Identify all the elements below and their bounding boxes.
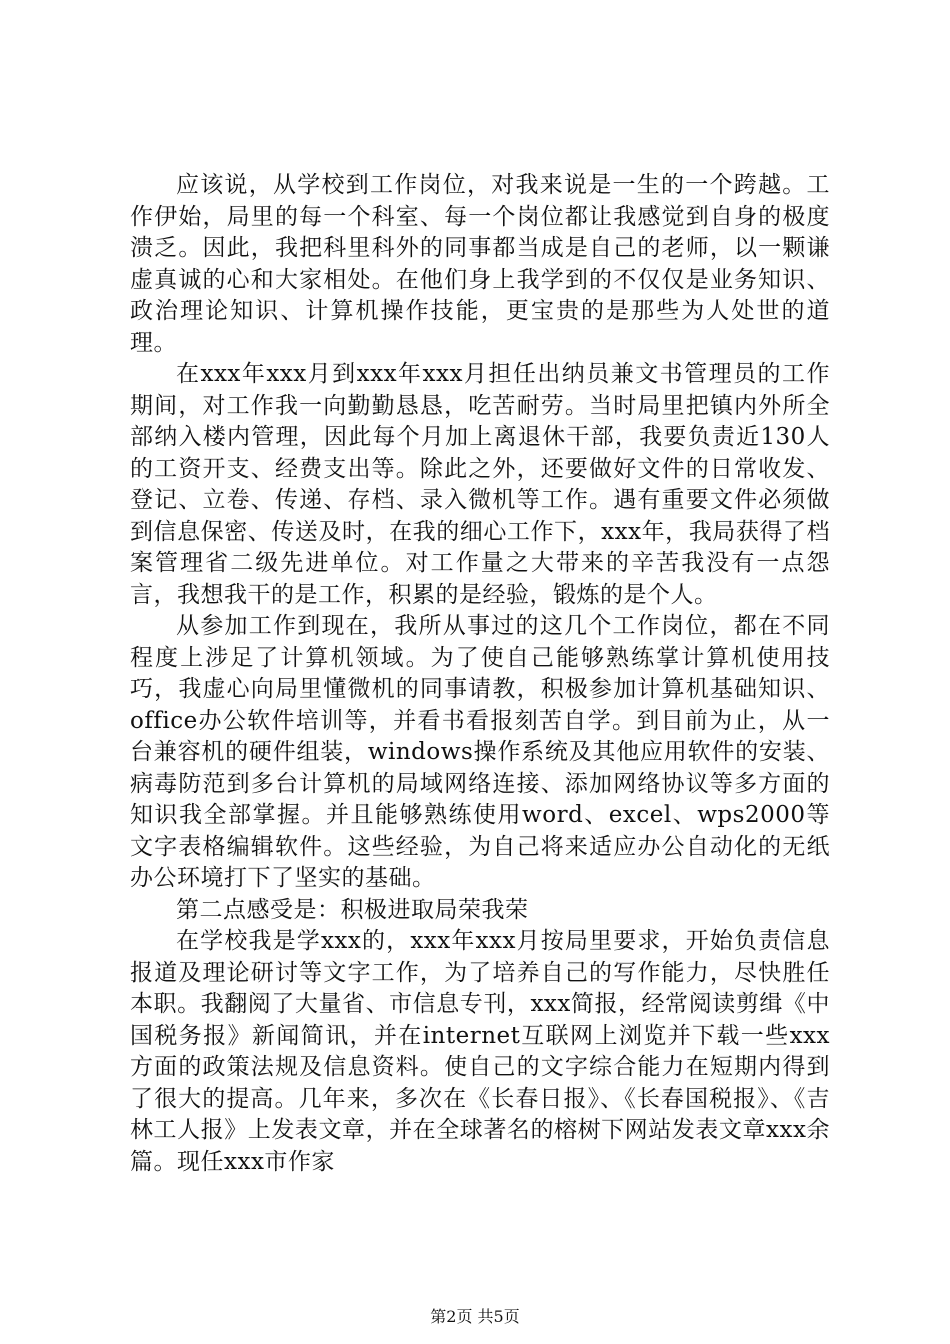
- paragraph-4: 在学校我是学xxx的，xxx年xxx月按局里要求，开始负责信息报道及理论研讨等文字工作，为了培养自己的写作能力，尽快胜任本职。我翻阅了大量省、市信息专刊，xxx简报，经常阅读剪缉《中国税务报》新闻简讯，并在internet互联网上浏览并下载一些xxx方面的政策法规及信息资料。使自己的文字综合能力在短期内得到了很大的提高。几年来，多次在《长春日报》、《长春国税报》、《吉林工人报》上发表文章，并在全球著名的榕树下网站发表文章xxx余篇。现任xxx市作家: [130, 928, 830, 1175]
- paragraph-1: 应该说，从学校到工作岗位，对我来说是一生的一个跨越。工作伊始，局里的每一个科室、每一个岗位都让我感觉到自身的极度溃乏。因此，我把科里科外的同事都当成是自己的老师，以一颗谦虚真诚的心和大家相处。在他们身上我学到的不仅仅是业务知识、政治理论知识、计算机操作技能，更宝贵的是那些为人处世的道理。: [130, 172, 830, 356]
- paragraph-2: 在xxx年xxx月到xxx年xxx月担任出纳员兼文书管理员的工作期间，对工作我一向勤勤恳恳，吃苦耐劳。当时局里把镇内外所全部纳入楼内管理，因此每个月加上离退休干部，我要负责近130人的工资开支、经费支出等。除此之外，还要做好文件的日常收发、登记、立卷、传递、存档、录入微机等工作。遇有重要文件必须做到信息保密、传送及时，在我的细心工作下，xxx年，我局获得了档案管理省二级先进单位。对工作量之大带来的辛苦我没有一点怨言，我想我干的是工作，积累的是经验，锻炼的是个人。: [130, 361, 830, 608]
- document-body: [130, 170, 830, 1178]
- page-number-footer: 第2页 共5页: [430, 1307, 520, 1326]
- section-heading: 第二点感受是：积极进取局荣我荣: [176, 896, 529, 923]
- paragraph-3: 从参加工作到现在，我所从事过的这几个工作岗位，都在不同程度上涉足了计算机领域。为了使自己能够熟练掌计算机使用技巧，我虚心向局里懂微机的同事请教，积极参加计算机基础知识、office办公软件培训等，并看书看报刻苦自学。到目前为止，从一台兼容机的硬件组装，windows操作系统及其他应用软件的安装、病毒防范到多台计算机的局域网络连接、添加网络协议等多方面的知识我全部掌握。并且能够熟练使用word、excel、wps2000等文字表格编辑软件。这些经验，为自己将来适应办公自动化的无纸办公环境打下了坚实的基础。: [130, 613, 830, 891]
